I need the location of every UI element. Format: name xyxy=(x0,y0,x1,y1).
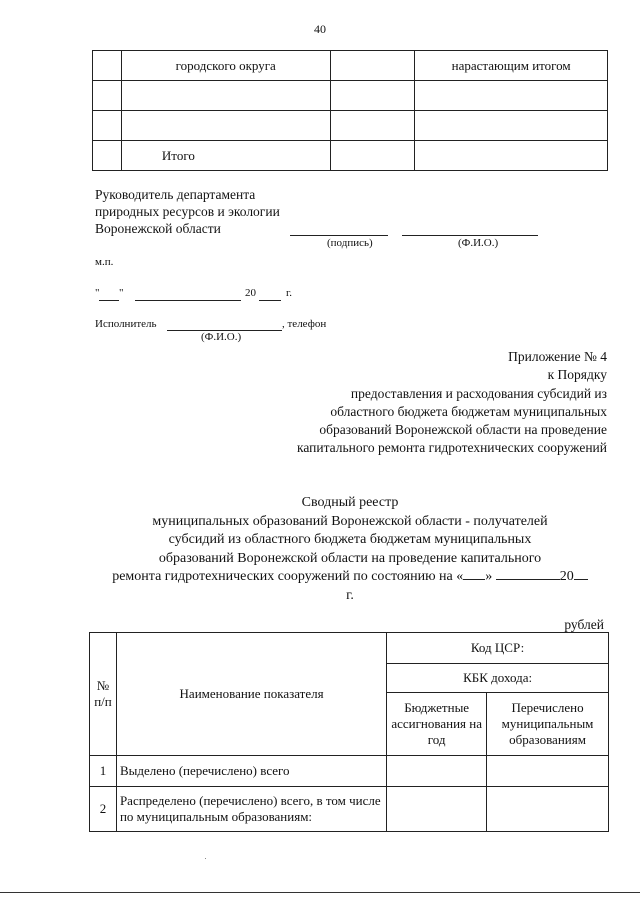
total-label: Итого xyxy=(121,141,330,171)
appendix-header: Приложение № 4 к Порядку предоставления и расходования субсидий из областного бюджета бюджетам муниципальных образований Воронежской области на проведение капитального ремонта гидротехнических сооружений xyxy=(296,349,607,456)
col-num-header: № п/п xyxy=(90,633,117,756)
table-row xyxy=(93,51,608,81)
kbk-label: КБК дохода: xyxy=(387,664,609,693)
signer-title-line: Руководитель департамента xyxy=(95,187,256,202)
stamp-label: м.п. xyxy=(95,256,114,268)
table-cell: нарастающим итогом xyxy=(415,51,608,81)
signature-block xyxy=(95,186,280,237)
table-row xyxy=(93,81,608,111)
phone-label: , телефон xyxy=(282,318,327,330)
signature-caption: (подпись) xyxy=(327,237,373,249)
signer-title-line: природных ресурсов и экологии xyxy=(95,204,280,219)
table-cell xyxy=(415,81,608,111)
document-title: Сводный реестр муниципальных образований Воронежской области - получателей субсидий из областного бюджета бюджетам муниципальных образований Воронежской области на проведение капитального ремонта гидротехнических сооружений по состоянию на « » 20 г. xyxy=(60,494,640,605)
table-cell xyxy=(121,111,330,141)
signer-title-line: Воронежской области xyxy=(95,221,221,236)
code-csr-label: Код ЦСР: xyxy=(387,633,609,664)
scan-speck xyxy=(205,858,206,859)
table-cell xyxy=(121,81,330,111)
table-row xyxy=(90,787,609,832)
row-num: 1 xyxy=(90,756,117,787)
table-cell xyxy=(415,111,608,141)
top-table xyxy=(92,50,608,171)
date-line: " " 20 г. xyxy=(95,287,293,299)
fio-line xyxy=(402,235,538,236)
table-row xyxy=(93,141,608,171)
col-transferred-header: Перечислено муниципальным образованиям xyxy=(487,693,609,756)
row-name: Распределено (перечислено) всего, в том числе по муниципальным образованиям: xyxy=(116,787,386,832)
currency-unit: рублей xyxy=(564,617,604,632)
table-cell: городского округа xyxy=(121,51,330,81)
fio-caption: (Ф.И.О.) xyxy=(458,237,499,249)
executor-fio-caption: (Ф.И.О.) xyxy=(201,331,242,343)
signature-line xyxy=(290,235,388,236)
page-number: 40 xyxy=(314,22,326,36)
table-row xyxy=(90,756,609,787)
page-bottom-edge xyxy=(0,892,640,893)
row-name: Выделено (перечислено) всего xyxy=(116,756,386,787)
row-num: 2 xyxy=(90,787,117,832)
col-name-header: Наименование показателя xyxy=(116,633,386,756)
table-cell xyxy=(415,141,608,171)
table-row xyxy=(93,111,608,141)
registry-table xyxy=(89,632,609,832)
executor-label: Исполнитель xyxy=(95,318,157,330)
col-budget-header: Бюджетные ассигнования на год xyxy=(387,693,487,756)
